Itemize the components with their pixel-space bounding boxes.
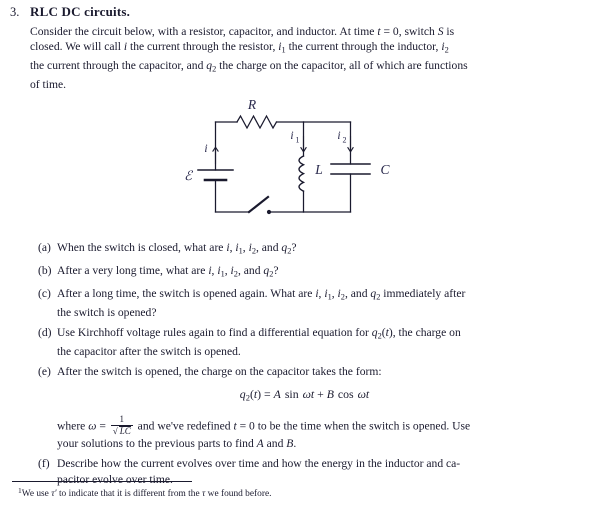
current-label-i2-sub: 2 (342, 135, 347, 145)
question-e-line-1: After the switch is opened, the charge on the capacitor takes the form: (57, 364, 382, 378)
footnote-rule (12, 481, 192, 482)
current-label-i1-sub: 1 (295, 135, 300, 145)
inductor-symbol (299, 156, 304, 191)
intro-line-3: the current through the capacitor, and $q_2$ the charge on the capacitor, all of which are functions (30, 59, 468, 74)
intro-line-1: Consider the circuit below, with a resistor, capacitor, and inductor. At time t = 0, switch S is (30, 25, 455, 38)
question-c-line-1: After a long time, the switch is opened again. What are i, $i_1$, $i_2$, and $q_2$ immediately after (57, 287, 466, 302)
question-item-b (0, 263, 615, 282)
current-arrow-i1 (301, 136, 307, 152)
problem-heading (10, 4, 600, 20)
question-body-e (57, 364, 615, 452)
capacitor-label: C (380, 162, 390, 177)
question-body-a (57, 240, 615, 259)
question-label-a: (a) (38, 241, 51, 254)
question-d-line-2: the capacitor after the switch is opened. (57, 344, 241, 358)
current-label-i1 (290, 130, 299, 145)
page-title: RLC DC circuits. (30, 4, 131, 19)
current-label-i2-base: i (337, 130, 341, 142)
current-label-i1-base: i (290, 130, 294, 142)
question-list (0, 240, 615, 491)
switch-pivot-dot (267, 210, 271, 214)
switch-blade (249, 197, 268, 212)
omega-fraction: $\frac{1}{√ LC}$ (112, 414, 131, 436)
footnote-text: We use τ′ to indicate that it is different from the τ we found before. (21, 489, 272, 500)
question-body-c (57, 286, 615, 321)
question-body-d (57, 325, 615, 360)
question-label-b: (b) (38, 264, 52, 278)
question-e-line-2: where ω = $\frac{1}{√ LC}$ and we've redefined t = 0 to be the time when the switch is opened. Use (57, 414, 471, 436)
question-d-line-1: Use Kirchhoff voltage rules again to find a differential equation for $q_2(t)$, the charge on (57, 325, 461, 341)
problem-number: 3. (10, 5, 20, 19)
intro-line-4: of time. (30, 77, 67, 91)
question-item-f (0, 456, 615, 487)
question-f-line-1: Describe how the current evolves over time and how the energy in the inductor and ca- (57, 456, 461, 470)
current-label-i2 (337, 130, 346, 145)
question-item-e (0, 364, 615, 452)
footnote (18, 485, 518, 500)
inductor-label: L (315, 162, 323, 177)
question-item-d (0, 325, 615, 360)
question-label-e: (e) (38, 364, 51, 378)
current-arrow-i (213, 147, 219, 164)
emf-label: ℰ (184, 168, 192, 183)
current-label-i: i (204, 143, 208, 155)
resistor-symbol (237, 116, 277, 128)
question-c-line-2: the switch is opened? (57, 306, 157, 320)
question-item-a (0, 240, 615, 259)
footnote-marker: 1 (18, 486, 22, 495)
question-label-d: (d) (38, 325, 52, 339)
resistor-label: R (247, 97, 257, 112)
question-a-line-1: When the switch is closed, what are i, $i_1$, $i_2$, and $q_2$? (57, 241, 297, 256)
circuit-diagram (180, 92, 430, 230)
question-b-line-1: After a very long time, what are i, $i_1$, $i_2$, and $q_2$? (57, 264, 279, 279)
charge-equation: $q_2(t) = A$ sin ωt + B cos ωt (239, 387, 370, 403)
question-f-line-2: pacitor evolve over time. (57, 472, 173, 486)
intro-line-2: closed. We will call i the current through the resistor, $i_1$ the current through the inductor, $i_2$ (30, 40, 449, 55)
question-item-c (0, 286, 615, 321)
intro-paragraph (30, 24, 582, 92)
question-body-f (57, 456, 615, 487)
question-body-b (57, 263, 615, 282)
question-label-f: (f) (38, 456, 50, 470)
question-label-c: (c) (38, 287, 51, 301)
question-e-line-3: your solutions to the previous parts to find A and B. (57, 437, 297, 451)
current-arrow-i2 (348, 136, 354, 152)
